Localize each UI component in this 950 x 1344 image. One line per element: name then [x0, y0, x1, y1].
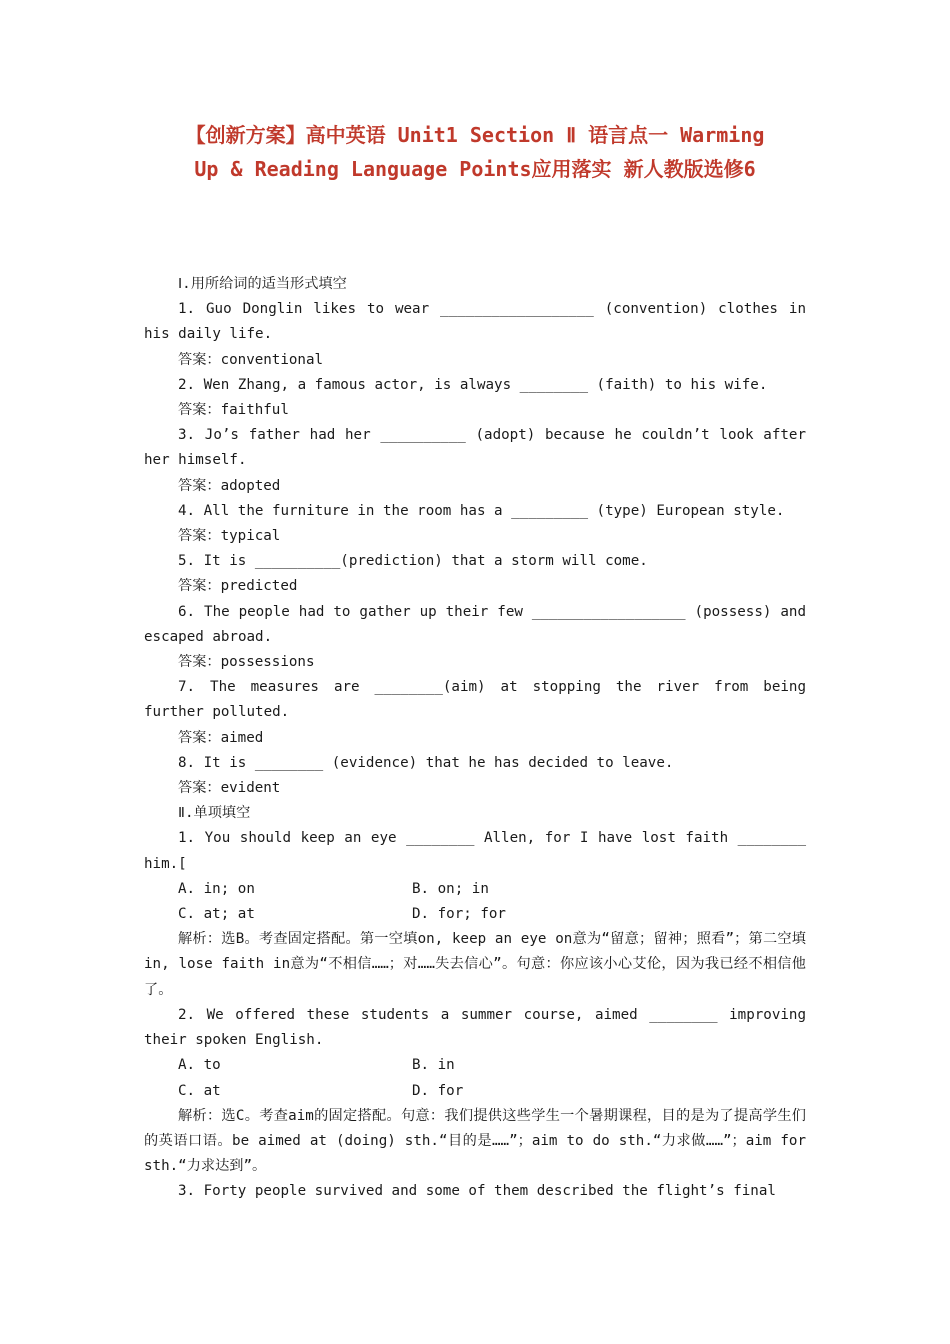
answer-4: 答案：typical	[178, 528, 281, 545]
option-c: C. at; at	[178, 906, 255, 923]
mc-question-2-options-row-1	[144, 1053, 806, 1078]
answer-8: 答案：evident	[178, 780, 281, 797]
answer-6: 答案：possessions	[178, 654, 315, 671]
question-1: 1. Guo Donglin likes to wear __________________ (convention) clothes in his daily life.	[144, 301, 806, 343]
option-b: B. in	[412, 1057, 455, 1074]
mc-question-1-analysis: 解析：选B。考查固定搭配。第一空填on, keep an eye on意为“留意；留神；照看”；第二空填in, lose faith in意为“不相信……；对……失去信心”。句意：你应该小心艾伦，因为我已经不相信他了。	[144, 931, 806, 998]
option-b: B. on; in	[412, 880, 489, 897]
answer-3: 答案：adopted	[178, 477, 281, 494]
question-7: 7. The measures are ________(aim) at stopping the river from being further polluted.	[144, 679, 806, 721]
mc-question-3: 3. Forty people survived and some of them described the flight’s final	[178, 1183, 776, 1200]
question-2: 2. Wen Zhang, a famous actor, is always ________ (faith) to his wife.	[178, 376, 768, 393]
option-d: D. for	[412, 1082, 464, 1099]
section-2-heading: Ⅱ.单项填空	[178, 805, 251, 822]
mc-question-1-options-row-2	[144, 902, 806, 927]
question-8: 8. It is ________ (evidence) that he has decided to leave.	[178, 754, 674, 771]
answer-1: 答案：conventional	[178, 351, 324, 368]
mc-question-1: 1. You should keep an eye ________ Allen, for I have lost faith ________ him.[	[144, 830, 806, 872]
answer-5: 答案：predicted	[178, 578, 298, 595]
mc-question-2-analysis: 解析：选C。考查aim的固定搭配。句意：我们提供这些学生一个暑期课程，目的是为了提高学生们的英语口语。be aimed at (doing) sth.“目的是……”；aim to do sth.“力求做……”；aim for sth.“力求达到”。	[144, 1107, 806, 1175]
option-d: D. for; for	[412, 906, 506, 923]
section-1-heading: Ⅰ.用所给词的适当形式填空	[178, 276, 347, 292]
option-a: A. to	[178, 1057, 221, 1074]
answer-7: 答案：aimed	[178, 729, 264, 746]
question-3: 3. Jo’s father had her __________ (adopt) because he couldn’t look after her himself.	[144, 427, 806, 469]
document-title	[120, 118, 830, 186]
question-6: 6. The people had to gather up their few __________________ (possess) and escaped abroad.	[144, 603, 806, 645]
title-line-1: 【创新方案】高中英语 Unit1 Section Ⅱ 语言点一 Warming	[185, 123, 765, 147]
document-body	[144, 272, 806, 1205]
mc-question-2-options-row-2	[144, 1079, 806, 1104]
title-line-2: Up & Reading Language Points应用落实 新人教版选修6	[194, 157, 756, 181]
option-a: A. in; on	[178, 880, 255, 897]
mc-question-1-options-row-1	[144, 877, 806, 902]
answer-2: 答案：faithful	[178, 402, 289, 419]
question-4: 4. All the furniture in the room has a _________ (type) European style.	[178, 502, 785, 519]
option-c: C. at	[178, 1082, 221, 1099]
question-5: 5. It is __________(prediction) that a storm will come.	[178, 553, 648, 570]
mc-question-2: 2. We offered these students a summer course, aimed ________ improving their spoken English.	[144, 1006, 806, 1049]
